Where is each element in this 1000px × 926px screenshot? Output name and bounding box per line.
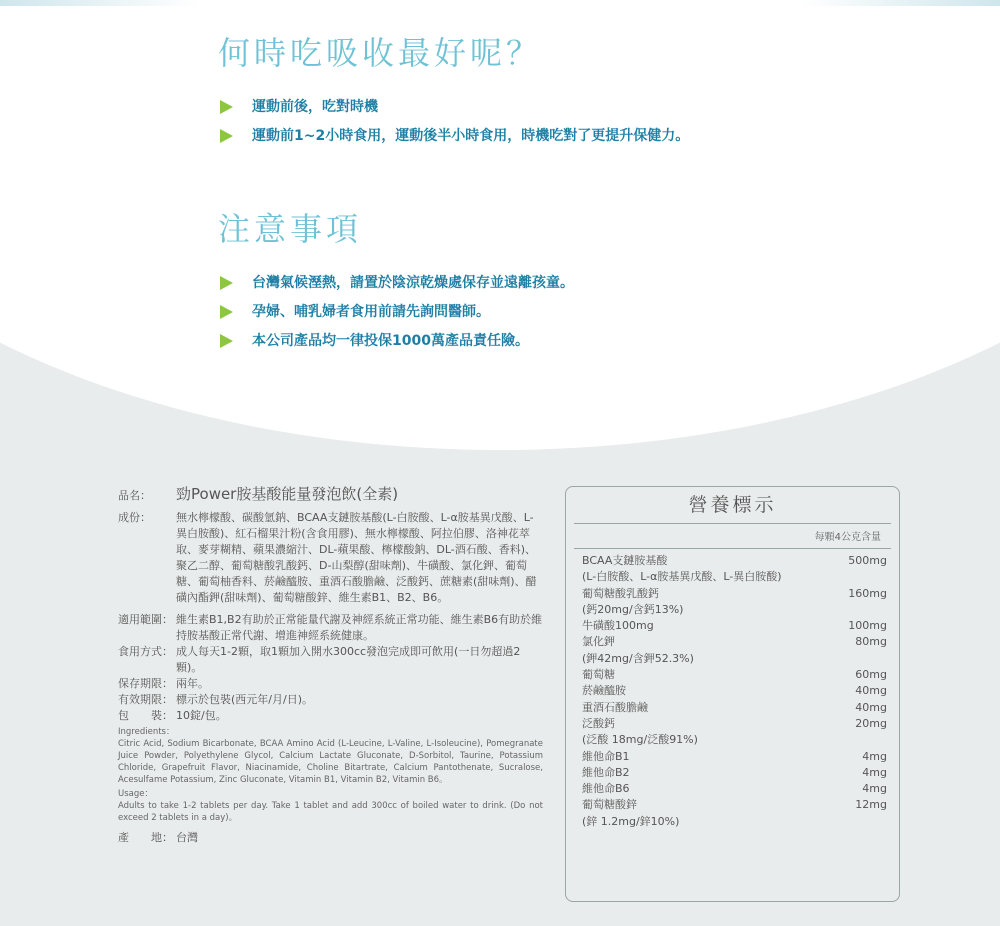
when-to-take-heading: 何時吃吸收最好呢？ xyxy=(218,34,543,72)
nutrient-amount: 40mg xyxy=(855,684,887,698)
spec-label: 保存期限： xyxy=(118,677,173,690)
nutrition-row xyxy=(582,634,887,650)
nutrition-row xyxy=(582,651,887,667)
spec-row-shelf xyxy=(118,676,543,692)
nutrition-row xyxy=(582,716,887,732)
spec-label: 適用範圍： xyxy=(118,613,173,626)
nutrient-name: 葡萄糖 xyxy=(582,668,615,682)
spec-value: 成人每天1-2顆，取1顆加入開水300cc發泡完成即可飲用(一日勿超過2顆)。 xyxy=(176,645,521,674)
bullet-item xyxy=(218,331,918,351)
nutrient-name: 維他命B2 xyxy=(582,765,630,779)
nutrient-amount: 80mg xyxy=(855,635,887,649)
nutrient-amount: 40mg xyxy=(855,700,887,714)
spec-row-ingredients xyxy=(118,510,543,606)
triangle-bullet-icon xyxy=(220,100,233,114)
triangle-bullet-icon xyxy=(220,305,233,319)
ingredients-en-text: Citric Acid, Sodium Bicarbonate, BCAA Amino Acid (L-Leucine, L-Valine, L-Isoleucine), Pomegranate Juice Powder, Polyethylene Glycol, Calcium Lactate Gluconate, D-Sorbitol, Taurine, Potassium Chloride, Grapefruit Flavor, Niacinamide, Choline Bitartrate, Calcium Pantothenate, Sucralose, Acesulfame Potassium, Zinc Gluconate, Vitamin B1, Vitamin B2, Vitamin B6。 xyxy=(118,739,543,785)
nutrition-title: 營養標示 xyxy=(574,487,891,524)
ingredients-en-heading: Ingredients： xyxy=(118,727,175,737)
nutrient-amount: 60mg xyxy=(855,668,887,682)
triangle-bullet-icon xyxy=(220,334,233,348)
spec-label: 包 裝： xyxy=(118,709,173,722)
spec-value: 無水檸檬酸、碳酸氫鈉、BCAA支鏈胺基酸(L-白胺酸、L-α胺基異戊酸、L-異白胺酸)、紅石榴果汁粉(含食用膠)、無水檸檬酸、阿拉伯膠、洛神花萃取、麥芽糊精、蘋果濃縮汁、DL-蘋果酸、檸檬酸鈉、DL-酒石酸、香料)、聚乙二醇、葡萄糖酸乳酸鈣、D-山梨醇(甜味劑)、牛磺酸、氯化鉀、葡萄糖、葡萄柚香料、菸鹼醯胺、重酒石酸膽鹼、泛酸鈣、蔗糖素(甜味劑)、醋磺內酯鉀(甜味劑)、葡萄糖酸鋅、維生素B1、B2、B6。 xyxy=(176,511,537,604)
nutrient-amount: 100mg xyxy=(848,619,887,633)
spec-value: 兩年。 xyxy=(176,677,209,690)
nutrient-name: 葡萄糖酸乳酸鈣 xyxy=(582,586,659,600)
nutrition-row xyxy=(582,765,887,781)
nutrient-name: (泛酸 18mg/泛酸91%) xyxy=(582,733,698,747)
nutrient-amount: 500mg xyxy=(848,554,887,567)
spec-value: 維生素B1,B2有助於正常能量代謝及神經系統正常功能、維生素B6有助於維持胺基酸正常代謝、增進神經系統健康。 xyxy=(176,613,543,642)
nutrient-name: 牛磺酸100mg xyxy=(582,619,654,633)
spec-value: 台灣 xyxy=(176,831,198,844)
when-to-take-section xyxy=(218,28,918,146)
top-edge-strip xyxy=(0,0,1000,6)
notes-section xyxy=(218,204,918,351)
nutrition-subtitle: 每顆4公克含量 xyxy=(574,524,891,549)
bullet-item xyxy=(218,302,918,322)
nutrition-row xyxy=(582,781,887,797)
spec-row-name xyxy=(118,484,543,506)
nutrition-row xyxy=(582,667,887,683)
bullet-text: 孕婦、哺乳婦者食用前請先詢問醫師。 xyxy=(252,304,490,320)
nutrition-rows xyxy=(566,549,899,830)
bullet-item xyxy=(218,97,918,117)
nutrition-row xyxy=(582,553,887,569)
spec-label: 品名： xyxy=(118,489,151,502)
usage-heading: Usage： xyxy=(118,789,153,799)
nutrient-name: (L-白胺酸、L-α胺基異戊酸、L-異白胺酸) xyxy=(582,570,782,584)
nutrition-row xyxy=(582,586,887,602)
nutrient-name: 氯化鉀 xyxy=(582,635,615,649)
nutrient-name: 泛酸鈣 xyxy=(582,716,615,730)
nutrient-amount: 20mg xyxy=(855,716,887,730)
bullet-text: 運動前後，吃對時機 xyxy=(252,99,378,115)
bullet-item xyxy=(218,126,918,146)
nutrition-row xyxy=(582,797,887,813)
nutrient-name: (鈣20mg/含鈣13%) xyxy=(582,602,684,616)
nutrient-name: 菸鹼醯胺 xyxy=(582,684,626,698)
bullet-text: 運動前1~2小時食用，運動後半小時食用，時機吃對了更提升保健力。 xyxy=(252,128,690,144)
nutrient-amount: 4mg xyxy=(862,765,887,779)
nutrition-row xyxy=(582,732,887,748)
triangle-bullet-icon xyxy=(220,276,233,290)
nutrient-amount: 12mg xyxy=(855,798,887,812)
product-spec xyxy=(118,484,543,846)
nutrient-name: 重酒石酸膽鹼 xyxy=(582,700,648,714)
spec-label: 產 地： xyxy=(118,831,173,844)
product-name: 勁Power胺基酸能量發泡飲(全素) xyxy=(176,485,399,503)
nutrition-row xyxy=(582,700,887,716)
nutrient-amount: 4mg xyxy=(862,782,887,796)
spec-row-use xyxy=(118,612,543,644)
nutrient-amount: 4mg xyxy=(862,749,887,763)
bullet-text: 台灣氣候溼熱，請置於陰涼乾燥處保存並遠離孩童。 xyxy=(252,275,574,291)
nutrient-name: (鋅 1.2mg/鋅10%) xyxy=(582,814,680,828)
notes-heading: 注意事項 xyxy=(218,210,363,248)
nutrient-name: 維他命B1 xyxy=(582,749,630,763)
nutrient-name: BCAA支鏈胺基酸 xyxy=(582,554,668,567)
nutrition-facts-box xyxy=(565,486,900,902)
spec-row-expiry xyxy=(118,692,543,708)
nutrition-row xyxy=(582,602,887,618)
nutrient-name: (鉀42mg/含鉀52.3%) xyxy=(582,651,694,665)
usage-text: Adults to take 1-2 tablets per day. Take 1 tablet and add 300cc of boiled water to drink. (Do not exceed 2 tablets in a day)。 xyxy=(118,801,543,823)
nutrient-name: 葡萄糖酸鋅 xyxy=(582,798,637,812)
nutrient-amount: 160mg xyxy=(848,586,887,600)
triangle-bullet-icon xyxy=(220,129,233,143)
nutrition-row xyxy=(582,683,887,699)
spec-row-pack xyxy=(118,708,543,724)
bullet-text: 本公司產品均一律投保1000萬產品責任險。 xyxy=(252,333,529,349)
nutrition-row xyxy=(582,618,887,634)
nutrition-row xyxy=(582,569,887,585)
bullet-item xyxy=(218,273,918,293)
spec-value: 標示於包裝(西元年/月/日)。 xyxy=(176,693,313,706)
spec-label: 成份： xyxy=(118,511,151,524)
spec-label: 食用方式： xyxy=(118,645,173,658)
nutrition-row xyxy=(582,749,887,765)
nutrition-row xyxy=(582,814,887,830)
spec-row-origin xyxy=(118,830,543,846)
spec-row-method xyxy=(118,644,543,676)
spec-label: 有效期限： xyxy=(118,693,173,706)
nutrient-name: 維他命B6 xyxy=(582,782,630,796)
spec-value: 10錠/包。 xyxy=(176,709,227,722)
